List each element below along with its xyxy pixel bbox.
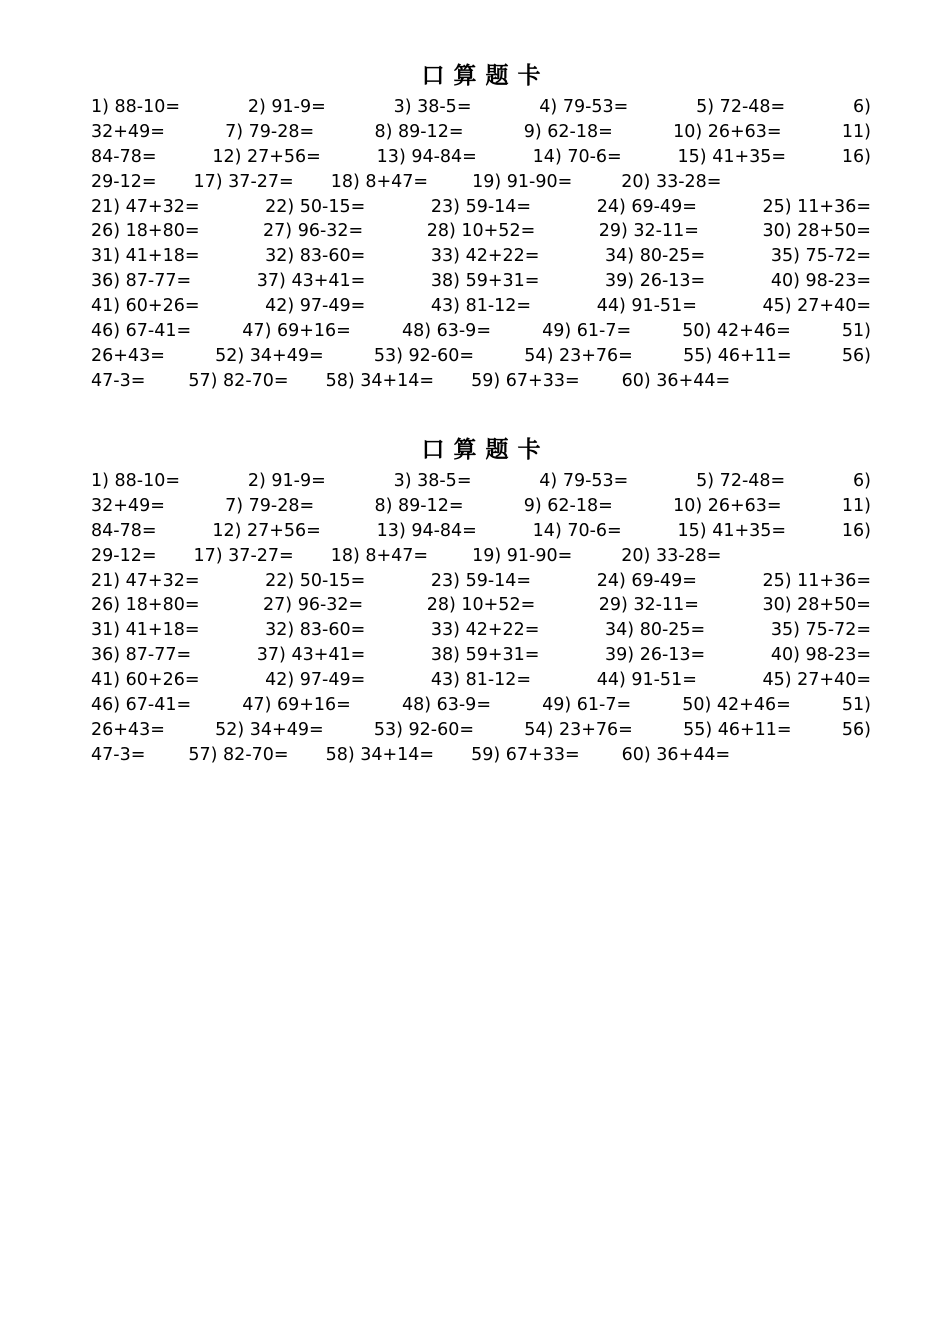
problem-item: 57) 82-70= (188, 370, 289, 391)
problem-item: 18) 8+47= (330, 171, 429, 192)
problem-item: 6) (853, 471, 871, 491)
problem-item: 3) 38-5= (393, 471, 472, 491)
problem-line (91, 718, 871, 743)
problem-item: 56) (841, 345, 871, 366)
problem-item: 8) 89-12= (374, 495, 464, 516)
problem-item: 47) 69+16= (242, 695, 351, 716)
problem-line (91, 693, 871, 718)
problem-item: 58) 34+14= (325, 370, 435, 391)
problem-line (91, 668, 871, 693)
problem-item: 14) 70-6= (532, 520, 622, 541)
problem-item: 36) 87-77= (91, 271, 192, 292)
problem-list (91, 95, 871, 394)
problem-item: 39) 26-13= (605, 271, 706, 292)
problem-item: 53) 92-60= (373, 719, 475, 740)
problem-line (91, 170, 871, 195)
problem-line (91, 244, 871, 269)
problem-item: 49) 61-7= (542, 695, 632, 716)
problem-item: 1) 88-10= (91, 97, 181, 117)
problem-item: 49) 61-7= (542, 321, 632, 342)
problem-item: 19) 91-90= (472, 171, 573, 192)
problem-item: 43) 81-12= (430, 670, 532, 691)
arithmetic-card-2 (91, 432, 871, 768)
problem-item: 32+49= (91, 495, 165, 516)
problem-item: 32) 83-60= (265, 246, 366, 267)
problem-item: 60) 36+44= (621, 370, 731, 391)
problem-item: 40) 98-23= (770, 645, 871, 666)
problem-item: 52) 34+49= (215, 719, 324, 740)
problem-item: 16) (841, 520, 871, 541)
problem-item: 3) 38-5= (393, 97, 472, 117)
problem-item: 7) 79-28= (225, 495, 315, 516)
problem-item: 48) 63-9= (401, 321, 491, 342)
problem-item: 47-3= (91, 744, 146, 765)
problem-item: 55) 46+11= (683, 345, 792, 366)
problem-item: 13) 94-84= (376, 146, 477, 167)
problem-item: 57) 82-70= (188, 744, 289, 765)
problem-line (91, 593, 871, 618)
problem-item: 22) 50-15= (265, 570, 366, 591)
problem-item: 29) 32-11= (598, 221, 699, 242)
problem-item: 59) 67+33= (471, 370, 580, 391)
problem-line (91, 319, 871, 344)
problem-item: 5) 72-48= (696, 97, 786, 117)
problem-item: 35) 75-72= (770, 246, 871, 267)
problem-line (91, 519, 871, 544)
problem-item: 42) 97-49= (265, 670, 366, 691)
problem-item: 21) 47+32= (91, 570, 200, 591)
problem-item: 8) 89-12= (374, 121, 464, 142)
problem-item: 22) 50-15= (265, 196, 366, 217)
problem-item: 18) 8+47= (330, 545, 429, 566)
arithmetic-card-1 (91, 58, 871, 394)
problem-item: 33) 42+22= (430, 620, 540, 641)
card-title: 口算题卡 (421, 63, 550, 89)
problem-line (91, 294, 871, 319)
problem-item: 60) 36+44= (621, 744, 731, 765)
problem-item: 25) 11+36= (762, 196, 871, 217)
problem-item: 46) 67-41= (91, 695, 192, 716)
problem-item: 54) 23+76= (524, 719, 633, 740)
problem-item: 42) 97-49= (265, 296, 366, 317)
problem-item: 38) 59+31= (430, 271, 540, 292)
problem-line (91, 544, 871, 569)
problem-item: 50) 42+46= (682, 321, 791, 342)
problem-item: 29-12= (91, 171, 157, 192)
problem-item: 2) 91-9= (247, 471, 326, 491)
problem-item: 32) 83-60= (265, 620, 366, 641)
card-title: 口算题卡 (421, 437, 550, 463)
problem-item: 24) 69-49= (596, 196, 697, 217)
problem-item: 11) (841, 121, 871, 142)
problem-item: 36) 87-77= (91, 645, 192, 666)
problem-item: 17) 37-27= (193, 171, 294, 192)
problem-item: 30) 28+50= (762, 221, 871, 242)
problem-line (91, 743, 871, 768)
problem-line (91, 145, 871, 170)
problem-item: 33) 42+22= (430, 246, 540, 267)
problem-item: 32+49= (91, 121, 165, 142)
problem-item: 15) 41+35= (677, 146, 787, 167)
problem-line (91, 369, 871, 394)
problem-item: 54) 23+76= (524, 345, 633, 366)
problem-item: 4) 79-53= (539, 97, 629, 117)
problem-item: 58) 34+14= (325, 744, 435, 765)
problem-item: 19) 91-90= (472, 545, 573, 566)
problem-line (91, 195, 871, 220)
problem-item: 37) 43+41= (256, 645, 366, 666)
problem-item: 17) 37-27= (193, 545, 294, 566)
problem-line (91, 269, 871, 294)
problem-item: 29-12= (91, 545, 157, 566)
problem-item: 56) (841, 719, 871, 740)
problem-item: 24) 69-49= (596, 570, 697, 591)
problem-list (91, 469, 871, 768)
problem-item: 55) 46+11= (683, 719, 792, 740)
problem-item: 44) 91-51= (596, 296, 697, 317)
problem-item: 37) 43+41= (256, 271, 366, 292)
problem-item: 38) 59+31= (430, 645, 540, 666)
problem-item: 41) 60+26= (91, 296, 200, 317)
problem-item: 34) 80-25= (605, 246, 706, 267)
problem-item: 52) 34+49= (215, 345, 324, 366)
problem-item: 10) 26+63= (673, 121, 782, 142)
problem-item: 1) 88-10= (91, 471, 181, 491)
problem-item: 12) 27+56= (212, 520, 321, 541)
problem-item: 28) 10+52= (426, 221, 536, 242)
problem-line (91, 344, 871, 369)
problem-item: 23) 59-14= (430, 196, 532, 217)
problem-item: 12) 27+56= (212, 146, 321, 167)
problem-item: 10) 26+63= (673, 495, 782, 516)
problem-item: 59) 67+33= (471, 744, 580, 765)
problem-item: 31) 41+18= (91, 246, 200, 267)
problem-item: 29) 32-11= (598, 595, 699, 616)
problem-item: 20) 33-28= (621, 545, 722, 566)
problem-item: 40) 98-23= (770, 271, 871, 292)
problem-item: 26) 18+80= (91, 221, 200, 242)
problem-item: 30) 28+50= (762, 595, 871, 616)
problem-item: 39) 26-13= (605, 645, 706, 666)
problem-item: 84-78= (91, 520, 157, 541)
problem-item: 26+43= (91, 719, 165, 740)
problem-item: 20) 33-28= (621, 171, 722, 192)
problem-line (91, 95, 871, 120)
problem-line (91, 569, 871, 594)
problem-item: 27) 96-32= (263, 595, 364, 616)
problem-line (91, 494, 871, 519)
problem-item: 46) 67-41= (91, 321, 192, 342)
problem-line (91, 469, 871, 494)
problem-line (91, 643, 871, 668)
problem-line (91, 618, 871, 643)
problem-item: 31) 41+18= (91, 620, 200, 641)
problem-item: 23) 59-14= (430, 570, 532, 591)
problem-item: 47) 69+16= (242, 321, 351, 342)
problem-item: 15) 41+35= (677, 520, 787, 541)
problem-item: 28) 10+52= (426, 595, 536, 616)
problem-item: 9) 62-18= (523, 121, 613, 142)
problem-item: 48) 63-9= (401, 695, 491, 716)
problem-item: 11) (841, 495, 871, 516)
problem-item: 6) (853, 97, 871, 117)
problem-item: 21) 47+32= (91, 196, 200, 217)
problem-item: 25) 11+36= (762, 570, 871, 591)
problem-item: 53) 92-60= (373, 345, 475, 366)
problem-item: 16) (841, 146, 871, 167)
problem-item: 2) 91-9= (247, 97, 326, 117)
problem-item: 9) 62-18= (523, 495, 613, 516)
problem-item: 35) 75-72= (770, 620, 871, 641)
problem-item: 43) 81-12= (430, 296, 532, 317)
problem-item: 34) 80-25= (605, 620, 706, 641)
problem-item: 47-3= (91, 370, 146, 391)
problem-item: 13) 94-84= (376, 520, 477, 541)
problem-item: 7) 79-28= (225, 121, 315, 142)
problem-item: 14) 70-6= (532, 146, 622, 167)
problem-item: 27) 96-32= (263, 221, 364, 242)
problem-item: 50) 42+46= (682, 695, 791, 716)
problem-item: 45) 27+40= (762, 670, 871, 691)
problem-item: 5) 72-48= (696, 471, 786, 491)
problem-line (91, 219, 871, 244)
problem-item: 41) 60+26= (91, 670, 200, 691)
problem-item: 4) 79-53= (539, 471, 629, 491)
problem-item: 51) (841, 321, 871, 342)
problem-item: 44) 91-51= (596, 670, 697, 691)
problem-item: 51) (841, 695, 871, 716)
problem-line (91, 120, 871, 145)
problem-item: 84-78= (91, 146, 157, 167)
problem-item: 26) 18+80= (91, 595, 200, 616)
problem-item: 26+43= (91, 345, 165, 366)
problem-item: 45) 27+40= (762, 296, 871, 317)
